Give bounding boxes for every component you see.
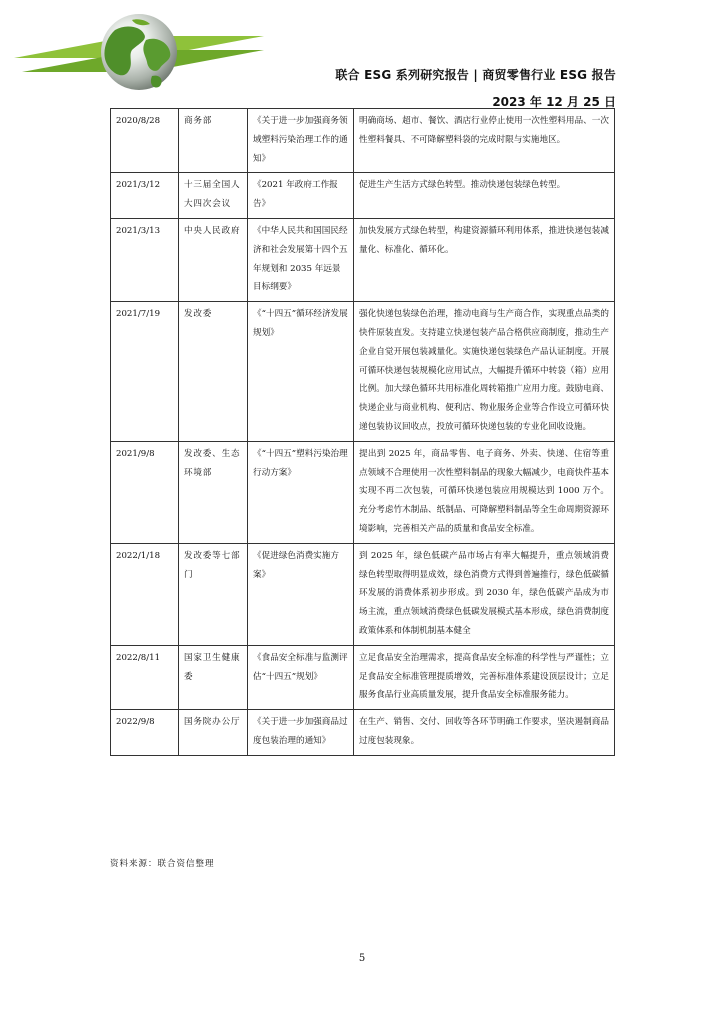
table-row xyxy=(111,543,615,645)
cell-date: 2022/8/11 xyxy=(111,645,179,709)
table-row xyxy=(111,441,615,543)
cell-date: 2020/8/28 xyxy=(111,109,179,173)
cell-content: 明确商场、超市、餐饮、酒店行业停止使用一次性塑料用品、一次性塑料餐具、不可降解塑料袋的完成时限与实施地区。 xyxy=(354,109,615,173)
cell-content: 到 2025 年，绿色低碳产品市场占有率大幅提升，重点领域消费绿色转型取得明显成效，绿色消费方式得到普遍推行，绿色低碳循环发展的消费体系初步形成。到 2030 年，绿色低碳产品成为市场主流，重点领域消费绿色低碳发展模式基本形成，绿色消费制度政策体系和体制机制基本健全 xyxy=(354,543,615,645)
report-date: 2023 年 12 月 25 日 xyxy=(492,95,616,109)
source-note: 资料来源：联合资信整理 xyxy=(110,859,215,869)
cell-date: 2022/9/8 xyxy=(111,710,179,756)
esg-globe-logo xyxy=(14,10,264,110)
cell-content: 立足食品安全治理需求，提高食品安全标准的科学性与严谨性；立足食品安全标准管理提质增效，完善标准体系建设顶层设计；立足服务食品行业高质量发展，提升食品安全标准服务能力。 xyxy=(354,645,615,709)
cell-content: 促进生产生活方式绿色转型。推动快递包装绿色转型。 xyxy=(354,173,615,219)
cell-document: 《中华人民共和国国民经济和社会发展第十四个五年规划和 2035 年远景目标纲要》 xyxy=(248,218,354,301)
cell-department: 十三届全国人大四次会议 xyxy=(179,173,248,219)
cell-department: 国家卫生健康委 xyxy=(179,645,248,709)
cell-department: 中央人民政府 xyxy=(179,218,248,301)
table-row xyxy=(111,173,615,219)
table-row xyxy=(111,710,615,756)
cell-content: 强化快递包装绿色治理，推动电商与生产商合作，实现重点品类的快件原装直发。支持建立快递包装产品合格供应商制度，推动生产企业自觉开展包装减量化。实施快递包装绿色产品认证制度。开展可循环快递包装规模化应用试点，大幅提升循环中转袋（箱）应用比例。加大绿色循环共用标准化周转箱推广应用力度。鼓励电商、快递企业与商业机构、便利店、物业服务企业等合作设立可循环快递包装协议回收点，投放可循环快递包装的专业化回收设施。 xyxy=(354,302,615,442)
table-row xyxy=(111,645,615,709)
table-row xyxy=(111,302,615,442)
cell-document: 《关于进一步加强商品过度包装治理的通知》 xyxy=(248,710,354,756)
cell-department: 发改委等七部门 xyxy=(179,543,248,645)
cell-document: 《“十四五”塑料污染治理行动方案》 xyxy=(248,441,354,543)
cell-department: 发改委 xyxy=(179,302,248,442)
cell-date: 2021/3/12 xyxy=(111,173,179,219)
report-title: 联合 ESG 系列研究报告 | 商贸零售行业 ESG 报告 xyxy=(335,68,616,82)
cell-date: 2021/7/19 xyxy=(111,302,179,442)
cell-date: 2021/3/13 xyxy=(111,218,179,301)
cell-date: 2021/9/8 xyxy=(111,441,179,543)
cell-document: 《“十四五”循环经济发展规划》 xyxy=(248,302,354,442)
policy-table xyxy=(110,108,615,756)
cell-document: 《关于进一步加强商务领域塑料污染治理工作的通知》 xyxy=(248,109,354,173)
cell-document: 《食品安全标准与监测评估“十四五”规划》 xyxy=(248,645,354,709)
cell-content: 提出到 2025 年，商品零售、电子商务、外卖、快递、住宿等重点领域不合理使用一次性塑料制品的现象大幅减少，电商快件基本实现不再二次包装，可循环快递包装应用规模达到 1000 万个。充分考虑竹木制品、纸制品、可降解塑料制品等全生命周期资源环境影响，完善相关产品的质量和食品安全标准。 xyxy=(354,441,615,543)
table-row xyxy=(111,109,615,173)
cell-department: 国务院办公厅 xyxy=(179,710,248,756)
cell-department: 发改委、生态环境部 xyxy=(179,441,248,543)
cell-content: 在生产、销售、交付、回收等各环节明确工作要求，坚决遏制商品过度包装现象。 xyxy=(354,710,615,756)
table-row xyxy=(111,218,615,301)
cell-date: 2022/1/18 xyxy=(111,543,179,645)
cell-department: 商务部 xyxy=(179,109,248,173)
page-number: 5 xyxy=(358,953,366,964)
cell-content: 加快发展方式绿色转型，构建资源循环利用体系，推进快递包装减量化、标准化、循环化。 xyxy=(354,218,615,301)
cell-document: 《2021 年政府工作报告》 xyxy=(248,173,354,219)
cell-document: 《促进绿色消费实施方案》 xyxy=(248,543,354,645)
